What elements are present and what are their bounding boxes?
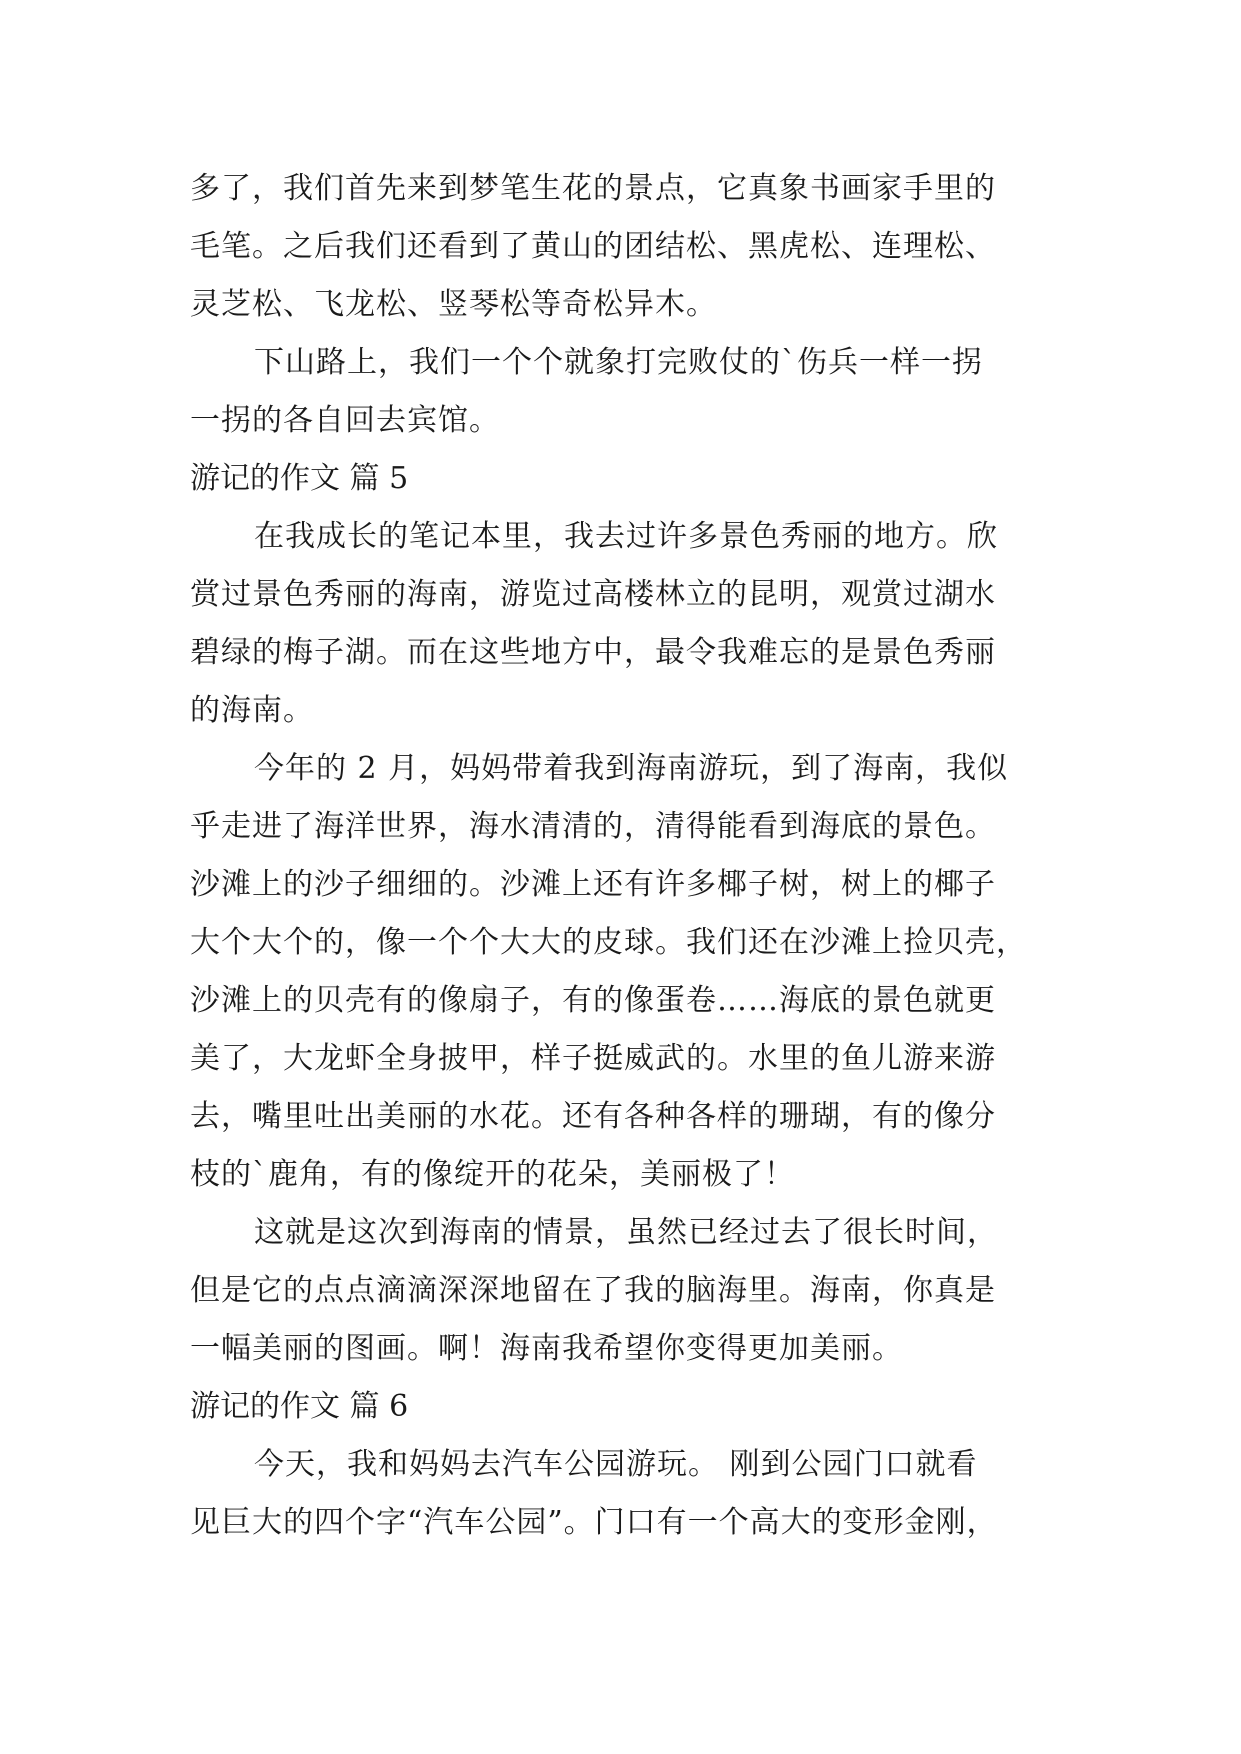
- text-line: 今年的 2 月，妈妈带着我到海南游玩，到了海南，我似: [254, 751, 1009, 786]
- text-line: 毛笔。之后我们还看到了黄山的团结松、黑虎松、连理松、: [190, 229, 996, 264]
- section-heading: 游记的作文 篇 6: [190, 1389, 409, 1424]
- text-line: 美了，大龙虾全身披甲，样子挺威武的。水里的鱼儿游来游: [190, 1041, 996, 1076]
- text-line: 下山路上，我们一个个就象打完败仗的`伤兵一样一拐: [254, 345, 983, 380]
- text-line: 在我成长的笔记本里，我去过许多景色秀丽的地方。欣: [254, 519, 998, 554]
- text-line: 沙滩上的贝壳有的像扇子，有的像蛋卷……海底的景色就更: [190, 983, 996, 1018]
- text-line: 碧绿的梅子湖。而在这些地方中，最令我难忘的是景色秀丽: [190, 635, 996, 670]
- text-line: 赏过景色秀丽的海南，游览过高楼林立的昆明，观赏过湖水: [190, 577, 996, 612]
- text-line: 的海南。: [190, 693, 314, 728]
- section-heading: 游记的作文 篇 5: [190, 461, 409, 496]
- document-page: [190, 160, 1050, 1552]
- text-line: 见巨大的四个字“汽车公园”。门口有一个高大的变形金刚，: [190, 1505, 998, 1540]
- text-line: 沙滩上的沙子细细的。沙滩上还有许多椰子树，树上的椰子: [190, 867, 996, 902]
- text-line: 这就是这次到海南的情景，虽然已经过去了很长时间，: [254, 1215, 998, 1250]
- text-line: 但是它的点点滴滴深深地留在了我的脑海里。海南，你真是: [190, 1273, 996, 1308]
- text-line: 乎走进了海洋世界，海水清清的，清得能看到海底的景色。: [190, 809, 996, 844]
- text-line: 一拐的各自回去宾馆。: [190, 403, 500, 438]
- text-line: 去，嘴里吐出美丽的水花。还有各种各样的珊瑚，有的像分: [190, 1099, 996, 1134]
- text-line: 枝的`鹿角，有的像绽开的花朵，美丽极了！: [190, 1157, 795, 1192]
- text-line: 今天，我和妈妈去汽车公园游玩。 刚到公园门口就看: [254, 1447, 978, 1482]
- text-line: 一幅美丽的图画。啊！海南我希望你变得更加美丽。: [190, 1331, 903, 1366]
- text-line: 大个大个的，像一个个大大的皮球。我们还在沙滩上捡贝壳，: [190, 925, 1027, 960]
- text-line: 多了，我们首先来到梦笔生花的景点，它真象书画家手里的: [190, 171, 996, 206]
- text-line: 灵芝松、飞龙松、竖琴松等奇松异木。: [190, 287, 717, 322]
